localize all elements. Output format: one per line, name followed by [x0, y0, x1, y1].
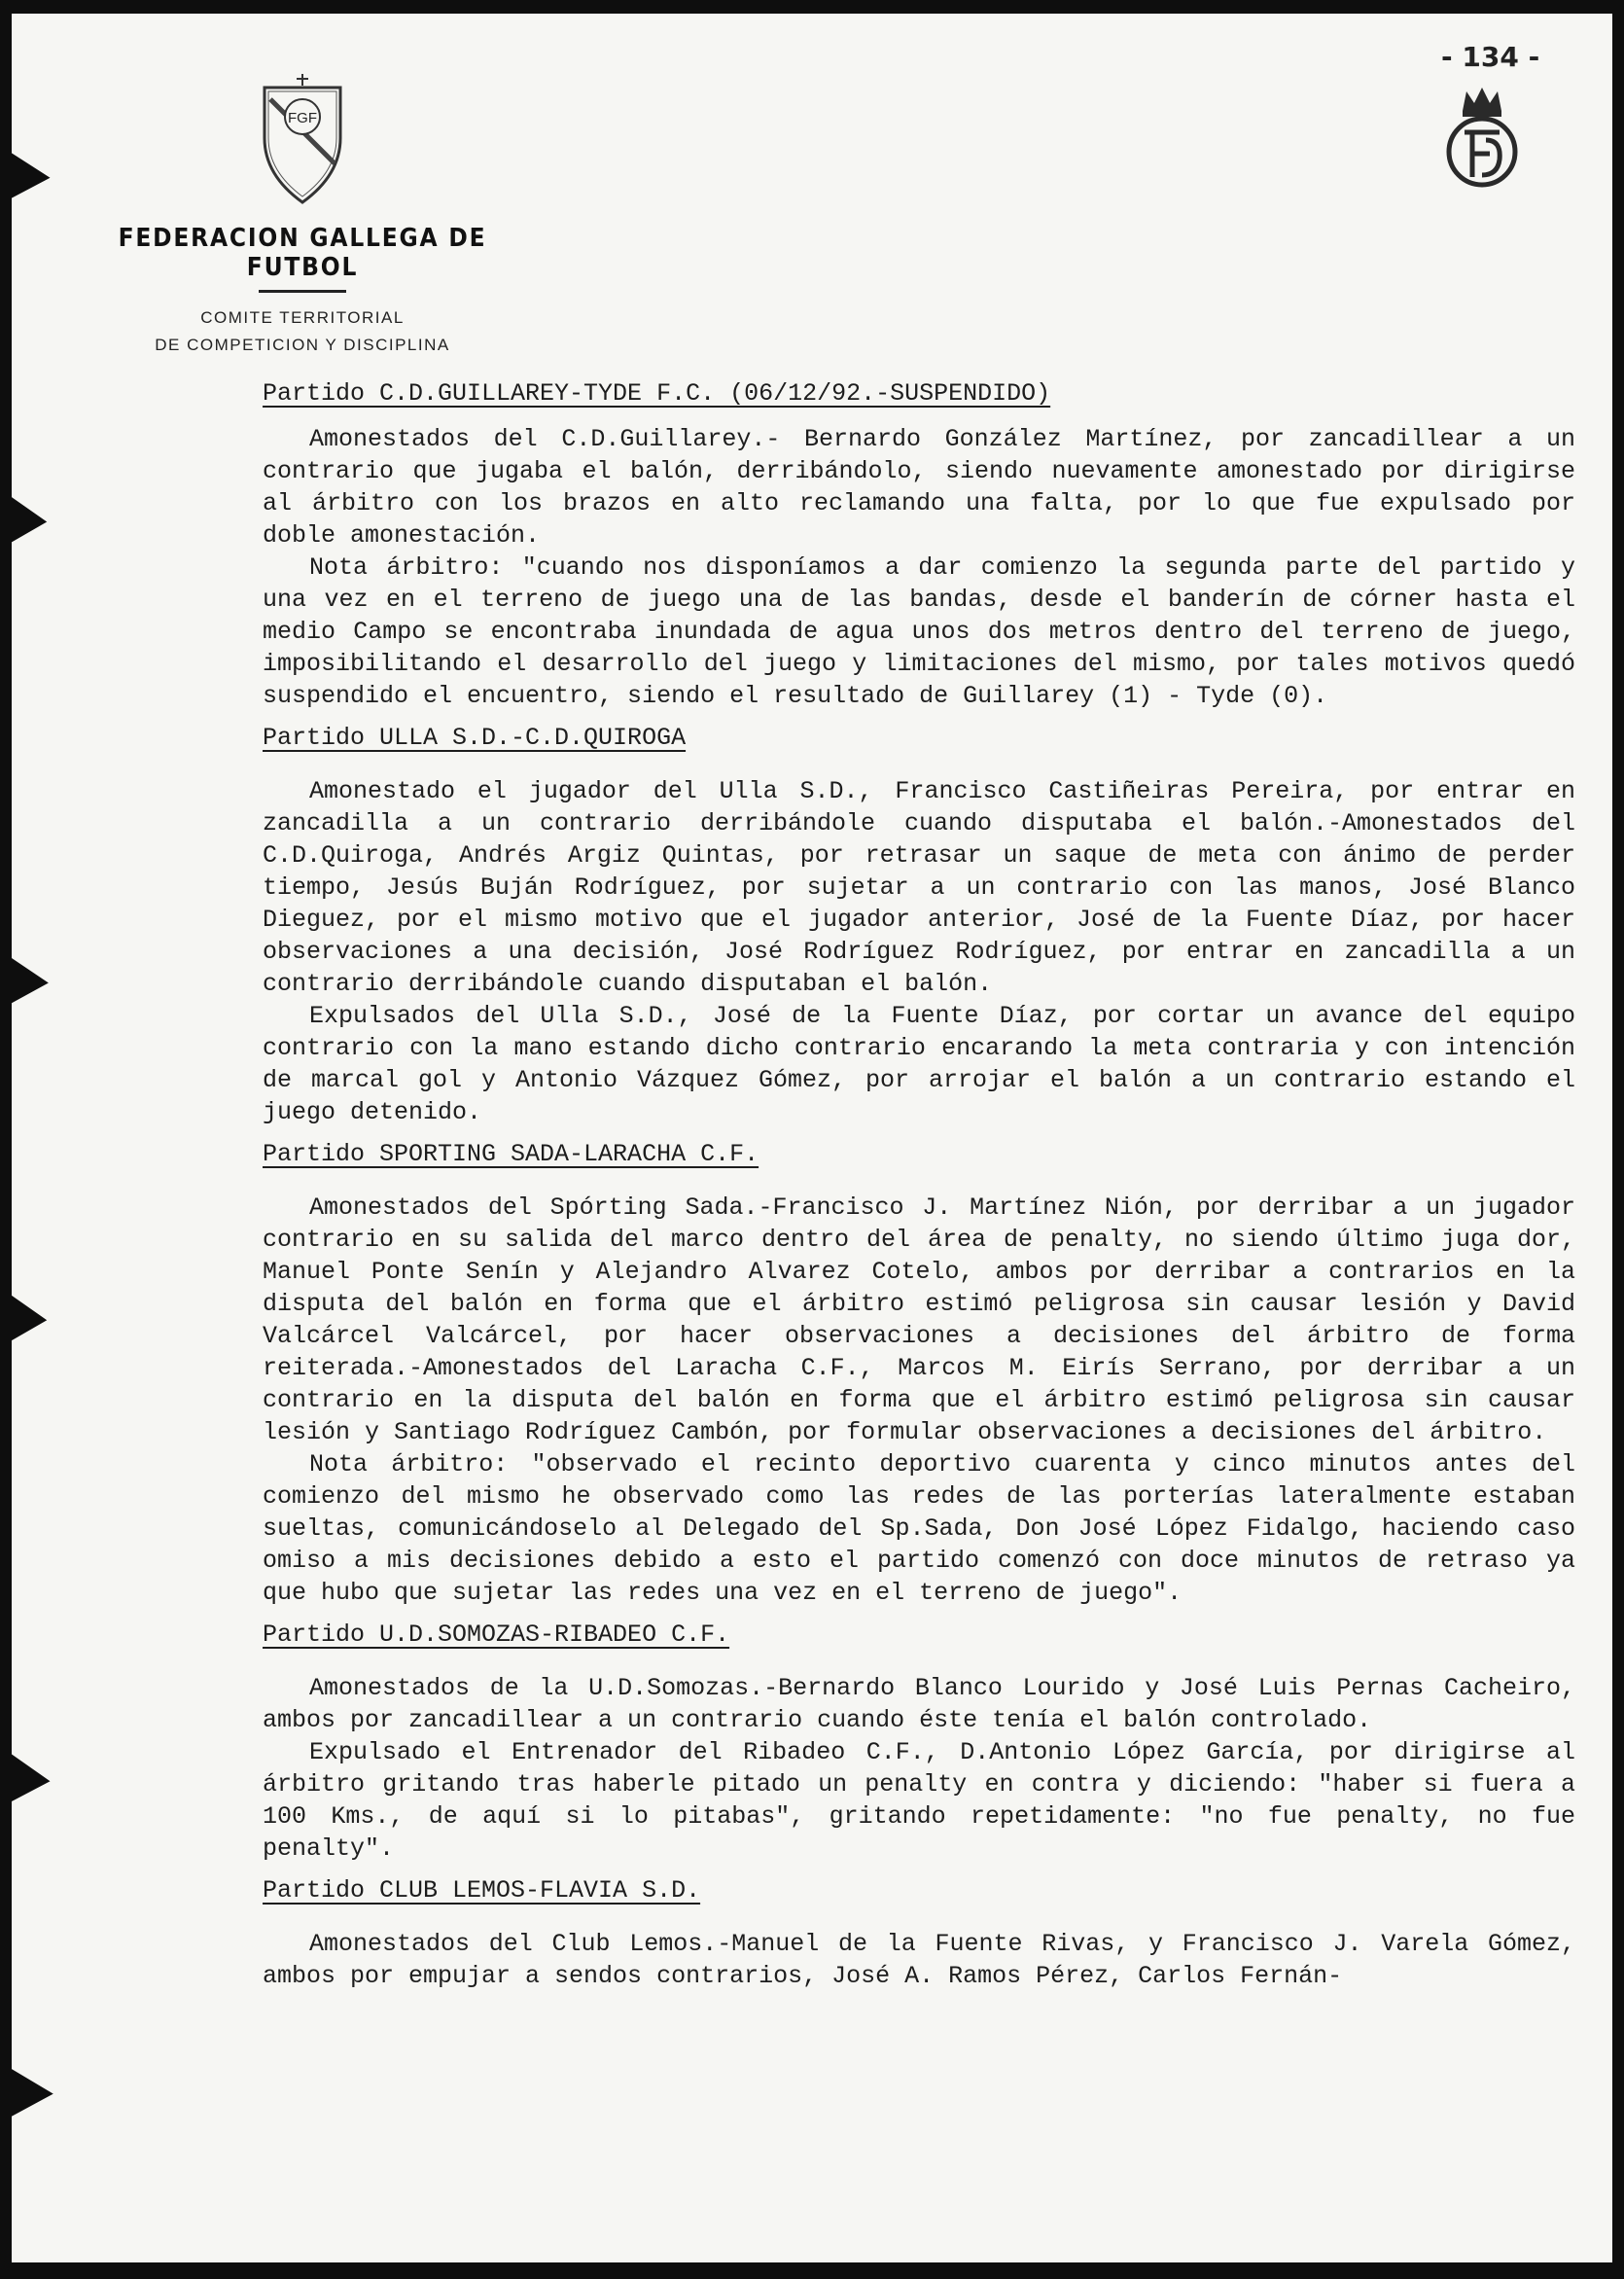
- page-number: - 134 -: [1441, 41, 1540, 73]
- paragraph: Expulsados del Ulla S.D., José de la Fuente Díaz, por cortar un avance del equipo contrario con la mano estando dicho contrario encarando la meta contraria y con intención de marcal gol y Antonio Vázquez Gómez, por arrojar el balón a un contrario estando el juego detenido.: [263, 1002, 1575, 1126]
- match-section: [263, 1865, 1575, 1992]
- match-section: [263, 712, 1575, 1128]
- paragraph: Amonestado el jugador del Ulla S.D., Francisco Castiñeiras Pereira, por entrar en zancadilla a un contrario derribándole cuando disputaba el balón.-Amonestados del C.D.Quiroga, Andrés Argiz Quintas, por retrasar un saque de meta con ánimo de perder tiempo, Jesús Buján Rodríguez, por sujetar a un contrario con las manos, José Blanco Dieguez, por el mismo motivo que el jugador anterior, José de la Fuente Díaz, por hacer observaciones a una decisión, José Rodríguez Rodríguez, por entrar en zancadilla a un contrario derribándole cuando disputaban el balón.: [263, 777, 1575, 998]
- federation-name: FEDERACION GALLEGA DE FUTBOL: [118, 224, 487, 282]
- committee-line-1: COMITE TERRITORIAL: [200, 308, 405, 327]
- letterhead: [93, 70, 512, 359]
- match-heading: Partido U.D.SOMOZAS-RIBADEO C.F.: [263, 1620, 730, 1649]
- logo-monogram: FGF: [288, 110, 317, 126]
- minutes-body: [263, 368, 1575, 1992]
- match-heading: Partido SPORTING SADA-LARACHA C.F.: [263, 1140, 759, 1168]
- royal-crest-icon: [1443, 82, 1521, 189]
- match-heading: Partido CLUB LEMOS-FLAVIA S.D.: [263, 1876, 701, 1905]
- committee-line-2: DE COMPETICION Y DISCIPLINA: [155, 336, 450, 354]
- match-section: [263, 368, 1575, 712]
- match-heading: Partido C.D.GUILLAREY-TYDE F.C. (06/12/92.-SUSPENDIDO): [263, 379, 1051, 408]
- paragraph: Nota árbitro: "observado el recinto deportivo cuarenta y cinco minutos antes del comienzo del mismo he observado como las redes de las porterías lateralmente estaban sueltas, comunicándoselo al Delegado del Sp.Sada, Don José López Fidalgo, haciendo caso omiso a mis decisiones debido a esto el partido comenzó con doce minutos de retraso ya que hubo que sujetar las redes una vez en el terreno de juego".: [263, 1450, 1575, 1607]
- paragraph: Amonestados del Spórting Sada.-Francisco J. Martínez Nión, por derribar a un jugador contrario en su salida del marco dentro del área de penalty, no siendo último juga dor, Manuel Ponte Senín y Alejandro Alvarez Cotelo, ambos por derribar a contrarios en la disputa del balón en forma que el árbitro estimó peligrosa sin causar lesión y David Valcárcel Valcárcel, por hacer observaciones a decisiones del árbitro de forma reiterada.-Amonestados del Laracha C.F., Marcos M. Eirís Serrano, por derribar a un contrario en la disputa del balón en forma que el árbitro estimó peligrosa sin causar lesión y Santiago Rodríguez Cambón, por formular observaciones a decisiones del árbitro.: [263, 1193, 1575, 1446]
- paragraph: Amonestados del C.D.Guillarey.- Bernardo González Martínez, por zancadillear a un contrario que jugaba el balón, derribándolo, siendo nuevamente amonestado por dirigirse al árbitro con los brazos en alto reclamando una falta, por lo que fue expulsado por doble amonestación.: [263, 425, 1575, 550]
- paragraph: Amonestados de la U.D.Somozas.-Bernardo Blanco Lourido y José Luis Pernas Cacheiro, ambos por zancadillear a un contrario cuando éste tenía el balón controlado.: [263, 1674, 1575, 1734]
- match-section: [263, 1128, 1575, 1609]
- federation-shield-logo: [261, 70, 344, 206]
- paragraph: Amonestados del Club Lemos.-Manuel de la Fuente Rivas, y Francisco J. Varela Gómez, ambos por empujar a sendos contrarios, José A. Ramos Pérez, Carlos Fernán-: [263, 1930, 1575, 1990]
- paragraph: Nota árbitro: "cuando nos disponíamos a dar comienzo la segunda parte del partido y una vez en el terreno de juego una de las bandas, desde el banderín de córner hasta el medio Campo se encontraba inundada de agua unos dos metros dentro del terreno de juego, imposibilitando el desarrollo del juego y limitaciones del mismo, por tales motivos quedó suspendido el encuentro, siendo el resultado de Guillarey (1) - Tyde (0).: [263, 553, 1575, 710]
- match-section: [263, 1609, 1575, 1865]
- paragraph: Expulsado el Entrenador del Ribadeo C.F., D.Antonio López García, por dirigirse al árbitro gritando tras haberle pitado un penalty en contra y diciendo: "haber si fuera a 100 Kms., de aquí si lo pitabas", gritando repetidamente: "no fue penalty, no fue penalty".: [263, 1738, 1575, 1863]
- match-heading: Partido ULLA S.D.-C.D.QUIROGA: [263, 724, 687, 752]
- letterhead-rule: [259, 290, 346, 293]
